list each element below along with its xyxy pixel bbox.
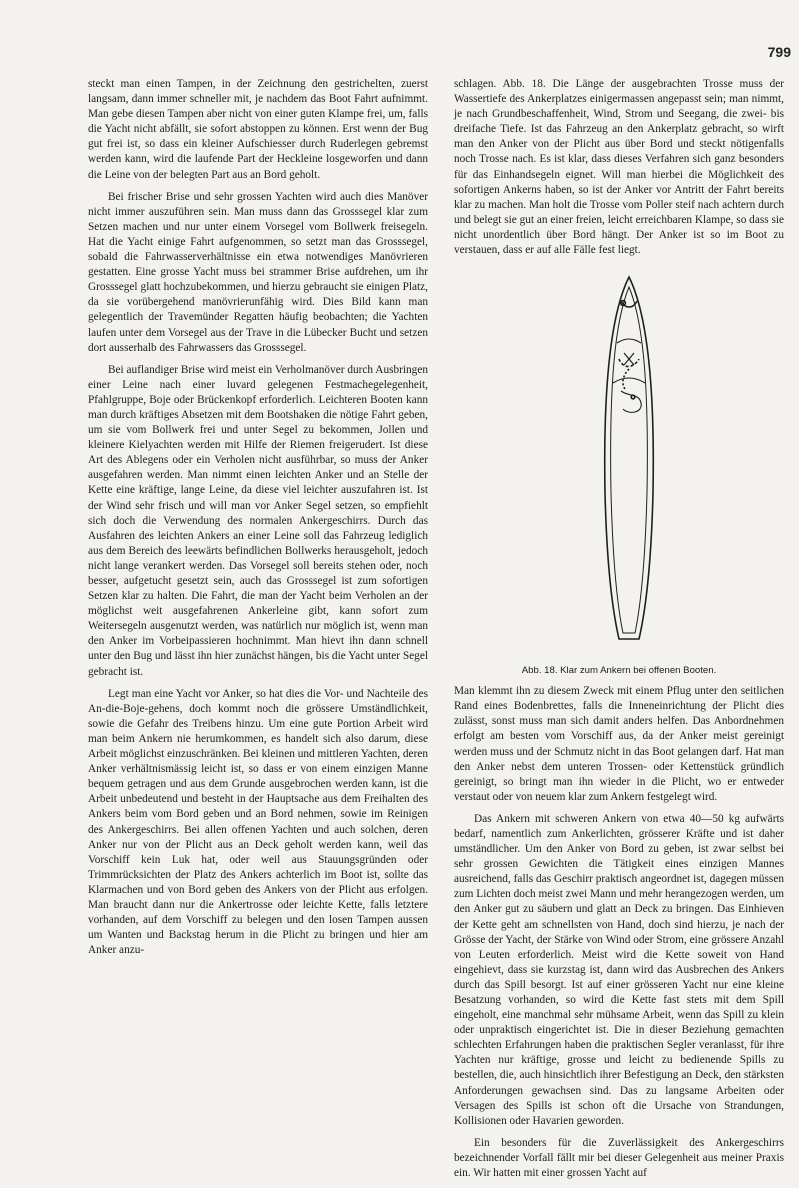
paragraph: Ein besonders für die Zuverlässigkeit des Ankergeschirrs bezeichnender Vorfall fällt mir bei dieser Gelegenheit aus meiner Praxis ein. Wir hatten mit einer grossen Yacht auf [454, 1136, 784, 1180]
paragraph: Das Ankern mit schweren Ankern von etwa 40—50 kg aufwärts bedarf, namentlich zum Ankerlichten, grösserer Kräfte und ist daher umständlicher. Um den Anker von Bord zu geben, ist zwar selbst bei sehr grossen Gewichten die Tätigkeit eines einzigen Mannes ausreichend, falls das Geschirr praktisch angeordnet ist, dagegen müssen zum Lichten doch meist zwei Mann und mehr herangezogen werden, um den Anker gut zu säubern und glatt an Deck zu bringen. Das Einhieven der Kette geht am schnellsten von Hand, doch sind hierzu, je nach der Grösse der Yacht, der Stärke von Wind oder Strom, eine grössere Anzahl von Leuten erforderlich. Meist wird die Kette soweit von Hand eingehievt, dass sie kurzstag ist, dann wird das Ausbrechen des Ankers durch das Spill besorgt. Ist auf einer grösseren Yacht nur eine kleine Besatzung vorhanden, so wird die Kette fast stets mit dem Spill eingeholt, eine manchmal sehr mühsame Arbeit, wenn das Spill zu klein oder unpraktisch eingerichtet ist. Die in dieser Beziehung gemachten schlechten Erfahrungen haben die praktischen Segler veranlasst, für ihre Yachten nur kräftige, grosse und leicht zu bedienende Spills zu bestellen, die, auch hinsichtlich ihrer Befestigung an Deck, den stärksten Anforderungen gewachsen sind. Das zu langsame Arbeiten oder Versagen des Spills ist schon oft die Ursache von Strandungen, Kollisionen oder Havarien geworden. [454, 812, 784, 1127]
paragraph: Man klemmt ihn zu diesem Zweck mit einem Pflug unter den seitlichen Rand eines Bodenbrettes, falls die Inneneinrichtung der Plicht dies zulässt, sonst muss man sich damit anders helfen. Das Anbordnehmen erfolgt am besten vom Vorschiff aus, da der Anker meist gereinigt werden muss und der Schmutz nicht in das Boot gelangen darf. Hat man den Anker nebst dem unteren Trossen- oder Kettenstück gründlich gereinigt, so bringt man ihn wieder in die Plicht, wo er entweder verstaut oder von neuem klar zum Ankern festgelegt wird. [454, 685, 784, 803]
paragraph: schlagen. Abb. 18. Die Länge der ausgebrachten Trosse muss der Wassertiefe des Ankerplatzes einigermassen angepasst sein; man nimmt, je nach Grundbeschaffenheit, Wind, Strom und Seegang, die zwei- bis dreifache Tiefe. Ist das Fahrzeug an den Ankerplatz gebracht, so wirft man den Anker von der Plicht aus über Bord und steckt nötigenfalls noch Trosse nach. Es ist klar, dass dieses Verfahren sich ganz besonders für das Einhandsegeln eignet. Will man hierbei die Möglichkeit des sofortigen Ankerns haben, so ist der Anker vor Antritt der Fahrt bereits klar zu machen. Man holt die Trosse vom Poller steif nach achtern durch und belegt sie gut an einer freien, leicht erreichbaren Klampe, so dass sie nicht unordentlich über Bord hängt. Der Anker ist so im Boot zu verstauen, dass er auf alle Fälle fest liegt. [454, 78, 784, 257]
right-column [454, 77, 784, 1188]
page-number: 799 [767, 44, 791, 60]
boat-anchor-illustration [599, 273, 659, 653]
paragraph: Legt man eine Yacht vor Anker, so hat dies die Vor- und Nachteile des An-die-Boje-gehens, doch kommt noch die grössere Umständlichkeit, sowie die Gefahr des Treibens hinzu. Um eine gute Portion Arbeit wird man beim Ankern nie herumkommen, es handelt sich also darum, diese Arbeit möglichst einzuschränken. Bei kleinen und mittleren Yachten, deren Anker verhältnismässig leicht ist, so dass er von einem einzigen Manne bequem getragen und aus dem Grunde ausgebrochen werden kann, ist die Arbeit unbedeutend und besteht in der Hauptsache aus dem Freihalten des Ankers beim vom Bord geben und an Bord nehmen, sowie im Reinigen des Ankergeschirrs. Bei allen offenen Yachten und auch solchen, deren Anker nur von der Plicht aus an Deck geholt werden kann, weil das Vorschiff kein Luk hat, oder weil aus Stauungsgründen oder Trimmrücksichten der Platz des Ankers achterlich im Boot ist, sollte das Klarmachen und von Bord geben des Ankers von der Plicht aus erfolgen. Man braucht dann nur die Ankertrosse oder leichte Kette, falls letztere vorhanden, auf dem Vorschiff zu belegen und den losen Tampen aussen um Wanten und Backstag herum in die Plicht zu bringen und hier am Anker anzu- [88, 687, 428, 957]
figure-abb-18 [454, 265, 784, 677]
paragraph: Bei frischer Brise und sehr grossen Yachten wird auch dies Manöver nicht immer auszuführen sein. Man muss dann das Grosssegel klar zum Setzen machen und nur unter einem Vorsegel vom Bollwerk freisegeln. Hat die Yacht einige Fahrt aufgenommen, so setzt man das Grosssegel, sobald die Fahrwasserverhältnisse ein etwa notwendiges Manövrieren gestatten. Eine grosse Yacht muss bei strammer Brise aufdrehen, um ihr Grosssegel glatt hochzubekommen, und hierzu gebraucht sie einigen Platz, da sie vorübergehend manövrierunfähig wird. Dies Bild kann man gelegentlich der Travemünder Regatten häufig beobachten; die Yachten laufen unter dem Vorsegel aus der Trave in die Lübecker Bucht und setzen dort ausserhalb des Fahrwassers das Grosssegel. [88, 190, 428, 354]
figure-caption: Abb. 18. Klar zum Ankern bei offenen Booten. [521, 665, 717, 677]
paragraph: Bei auflandiger Brise wird meist ein Verholmanöver durch Ausbringen einer Leine nach einer luvard gelegenen Festmachegelegenheit, Pfahlgruppe, Boje oder Brückenkopf erforderlich. Leichteren Booten kann man durch kräftiges Absetzen mit dem Bootshaken die nötige Fahrt geben, um sie vom Bollwerk frei und unter Segel zu bekommen, Jollen und kleinere Kielyachten werden mit Hilfe der Riemen freigerudert. Ist diese Art des Ablegens oder ein Verholen nicht ausführbar, so muss der Anker ausgefahren werden. Man nimmt einen leichten Anker und an Stelle der Kette eine kräftige, lange Leine, da diese viel leichter auszufahren ist. Ist der Wind sehr frisch und will man vor Anker Segel setzen, so empfiehlt sich doch die Verwendung des normalen Ankergeschirrs. Durch das Ausfahren des leichten Ankers an einer Leine soll das Fahrzeug lediglich aus dem Bereich des leewärts befindlichen Bollwerks herausgeholt, jedoch nicht lange verankert werden. Das Vorsegel soll bereits stehen oder, noch besser, aufgetucht gesetzt sein, auch das Grosssegel ist zum sofortigen Setzen klar zu halten. Die Fahrt, die man der Yacht beim Verholen an der möglichst weit ausgefahrenen Ankerleine gibt, kann sofort zum Weitersegeln ausgenutzt werden, was natürlich nur möglich ist, wenn man den Anker im Vorbeipassieren hochnimmt. Man hievt ihn dann schnell unter den Bug und lässt ihn hier zunächst hängen, bis die Yacht unter Segel gebracht ist. [88, 363, 428, 678]
left-column [88, 77, 428, 965]
paragraph: steckt man einen Tampen, in der Zeichnung den gestrichelten, zuerst langsam, dann immer schneller mit, je nachdem das Boot Fahrt aufnimmt. Man gebe diesen Tampen aber nicht von einer guten Klampe frei, um, falls die Yacht nicht abfällt, sie sofort abstoppen zu können. Erst wenn der Bug gut frei ist, so dass ein kleiner Aufschiesser durch Ruderlegen gebremst werden kann, wird die laufende Part der Heckleine losgeworfen und dann die Leine von der belegten Part aus an Bord geholt. [88, 78, 428, 181]
